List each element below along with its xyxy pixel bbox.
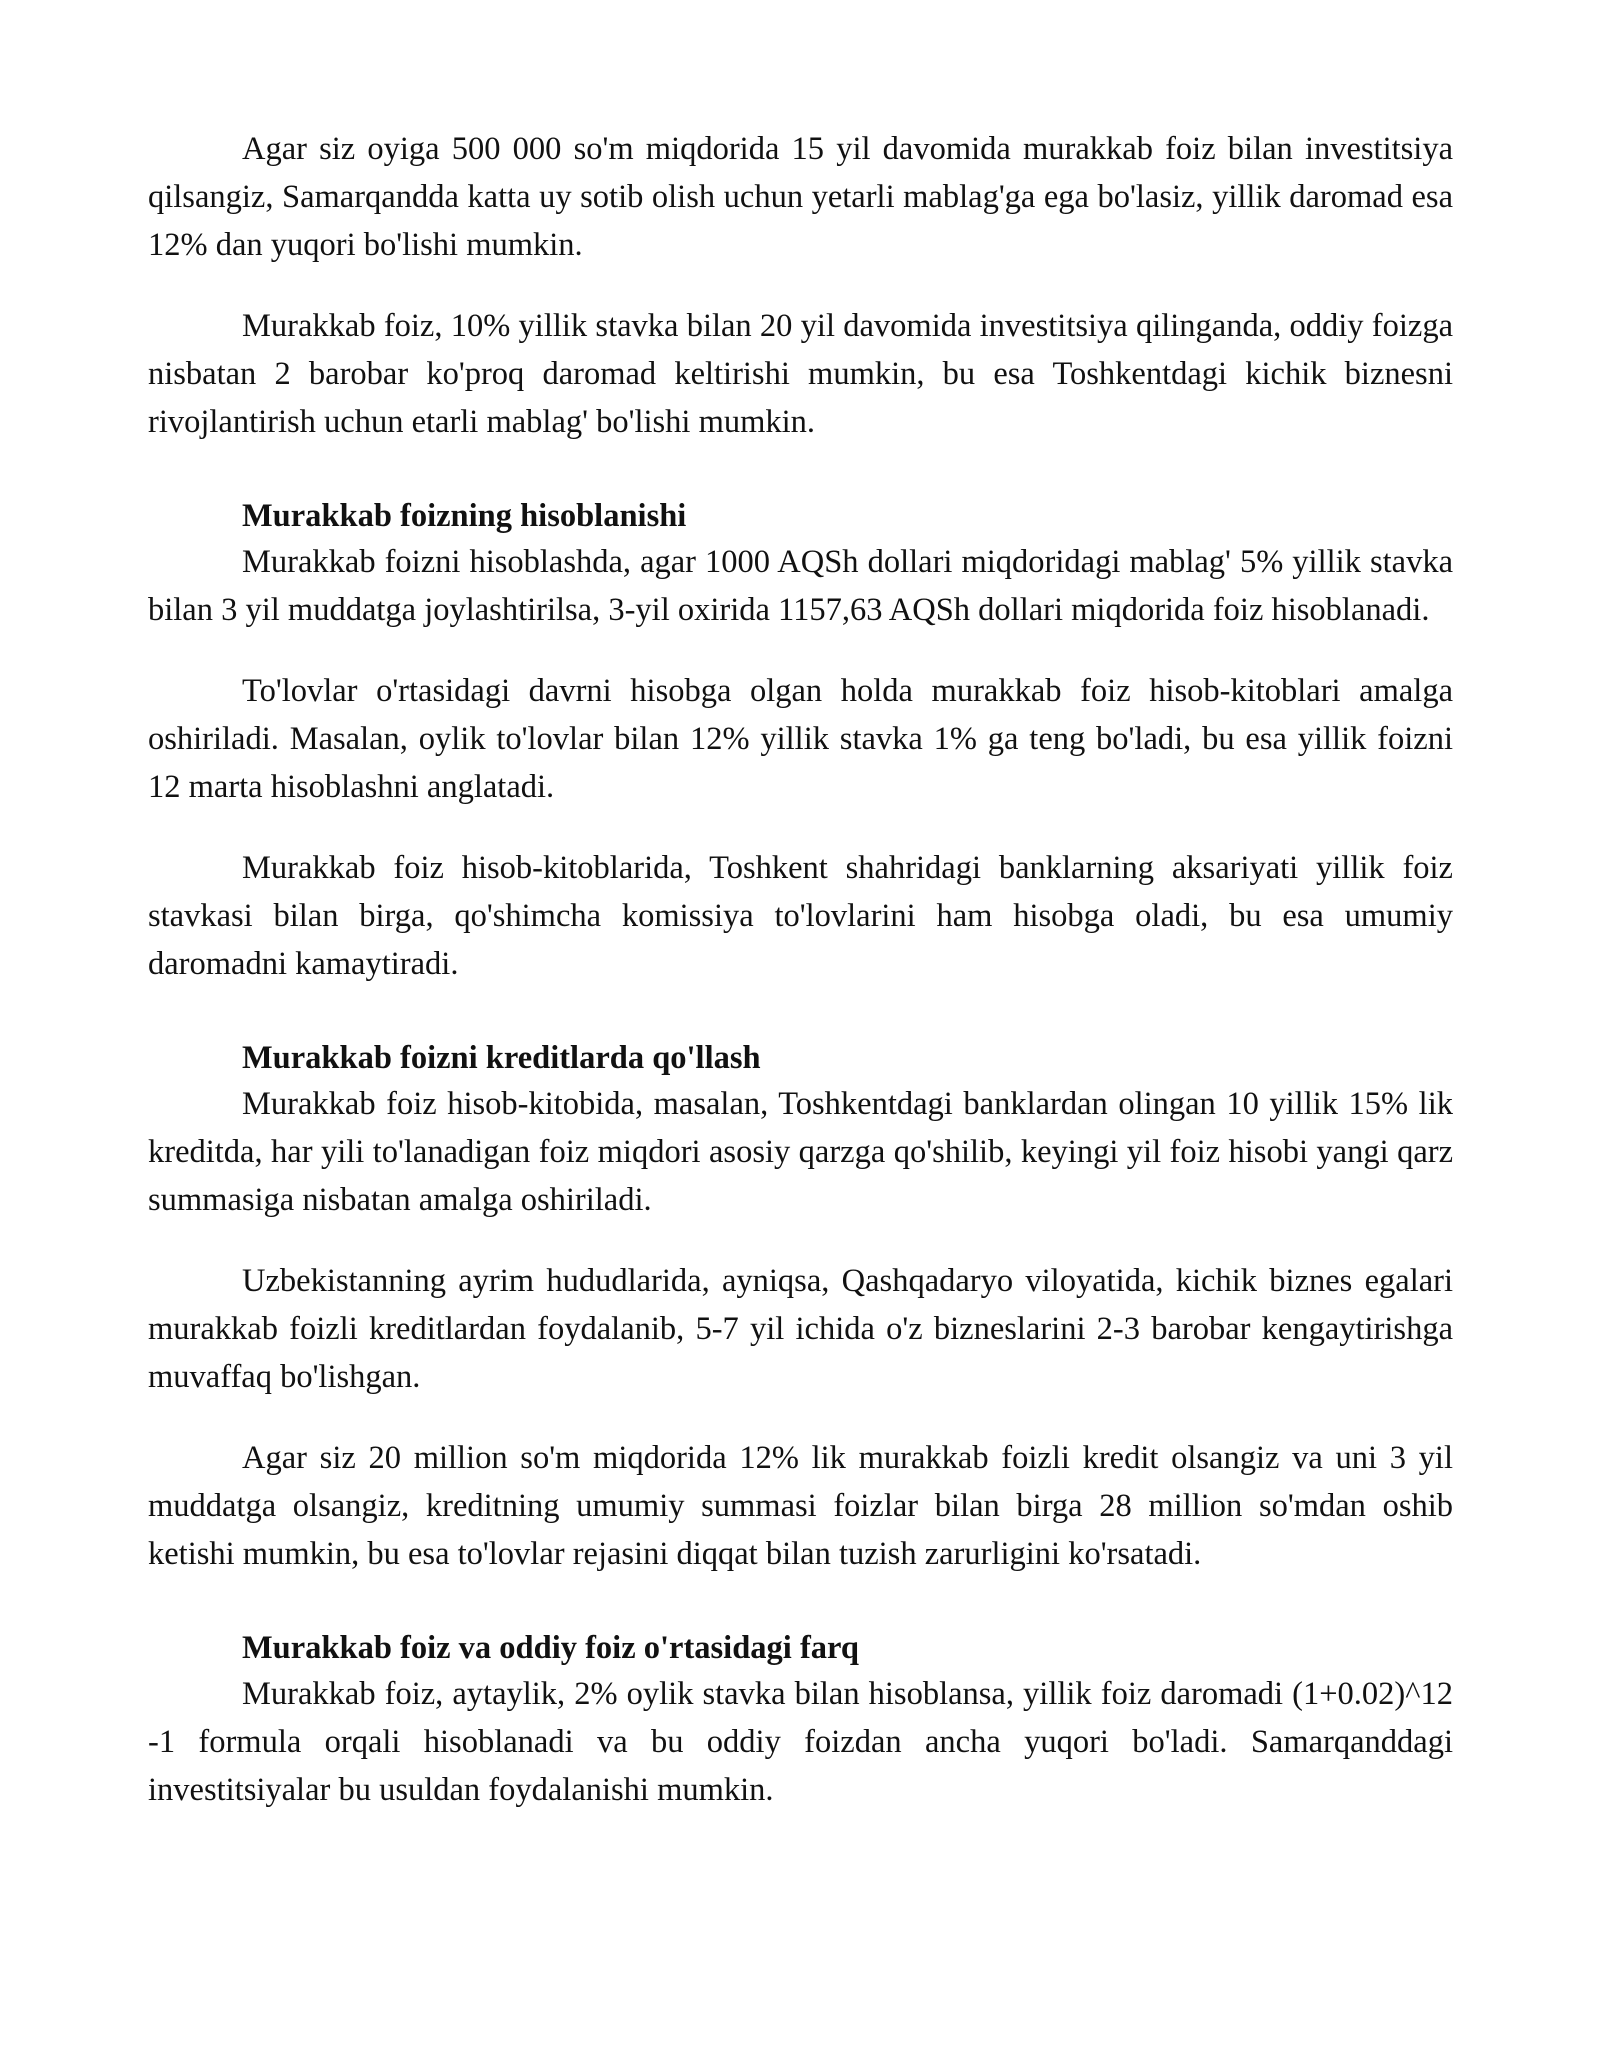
- paragraph: Murakkab foiz, 10% yillik stavka bilan 20 yil davomida investitsiya qilinganda, oddiy foizga nisbatan 2 barobar ko'proq daromad keltirishi mumkin, bu esa Toshkentdagi kichik biznesni rivojlantirish uchun etarli mablag' bo'lishi mumkin.: [148, 308, 1453, 440]
- paragraph: Murakkab foiz, aytaylik, 2% oylik stavka bilan hisoblansa, yillik foiz daromadi (1+0.02)^12 -1 formula orqali hisoblanadi va bu oddiy foizdan ancha yuqori bo'ladi. Samarqanddagi investitsiyalar bu usuldan foydalanishi mumkin.: [148, 1676, 1453, 1808]
- paragraph: Murakkab foiz hisob-kitobida, masalan, Toshkentdagi banklardan olingan 10 yillik 15% lik kreditda, har yili to'lanadigan foiz miqdori asosiy qarzga qo'shilib, keyingi yil foiz hisobi yangi qarz summasiga nisbatan amalga oshiriladi.: [148, 1086, 1453, 1218]
- paragraph: Murakkab foiz hisob-kitoblarida, Toshkent shahridagi banklarning aksariyati yillik foiz stavkasi bilan birga, qo'shimcha komissiya to'lovlarini ham hisobga oladi, bu esa umumiy daromadni kamaytiradi.: [148, 850, 1453, 982]
- section-heading: Murakkab foiz va oddiy foiz o'rtasidagi farq: [242, 1630, 859, 1666]
- paragraph: Agar siz 20 million so'm miqdorida 12% lik murakkab foizli kredit olsangiz va uni 3 yil muddatga olsangiz, kreditning umumiy summasi foizlar bilan birga 28 million so'mdan oshib ketishi mumkin, bu esa to'lovlar rejasini diqqat bilan tuzish zarurligini ko'rsatadi.: [148, 1440, 1453, 1572]
- paragraph: Murakkab foizni hisoblashda, agar 1000 AQSh dollari miqdoridagi mablag' 5% yillik stavka bilan 3 yil muddatga joylashtirilsa, 3-yil oxirida 1157,63 AQSh dollari miqdorida foiz hisoblanadi.: [148, 544, 1453, 628]
- section-heading: Murakkab foizni kreditlarda qo'llash: [242, 1040, 761, 1076]
- paragraph: Uzbekistanning ayrim hududlarida, ayniqsa, Qashqadaryo viloyatida, kichik biznes egalari murakkab foizli kreditlardan foydalanib, 5-7 yil ichida o'z bizneslarini 2-3 barobar kengaytirishga muvaffaq bo'lishgan.: [148, 1263, 1453, 1395]
- document-page: [148, 125, 1453, 1847]
- paragraph: Agar siz oyiga 500 000 so'm miqdorida 15 yil davomida murakkab foiz bilan investitsiya qilsangiz, Samarqandda katta uy sotib olish uchun yetarli mablag'ga ega bo'lasiz, yillik daromad esa 12% dan yuqori bo'lishi mumkin.: [148, 131, 1453, 263]
- section-heading: Murakkab foizning hisoblanishi: [242, 498, 687, 534]
- paragraph: To'lovlar o'rtasidagi davrni hisobga olgan holda murakkab foiz hisob-kitoblari amalga oshiriladi. Masalan, oylik to'lovlar bilan 12% yillik stavka 1% ga teng bo'ladi, bu esa yillik foizni 12 marta hisoblashni anglatadi.: [148, 673, 1453, 805]
